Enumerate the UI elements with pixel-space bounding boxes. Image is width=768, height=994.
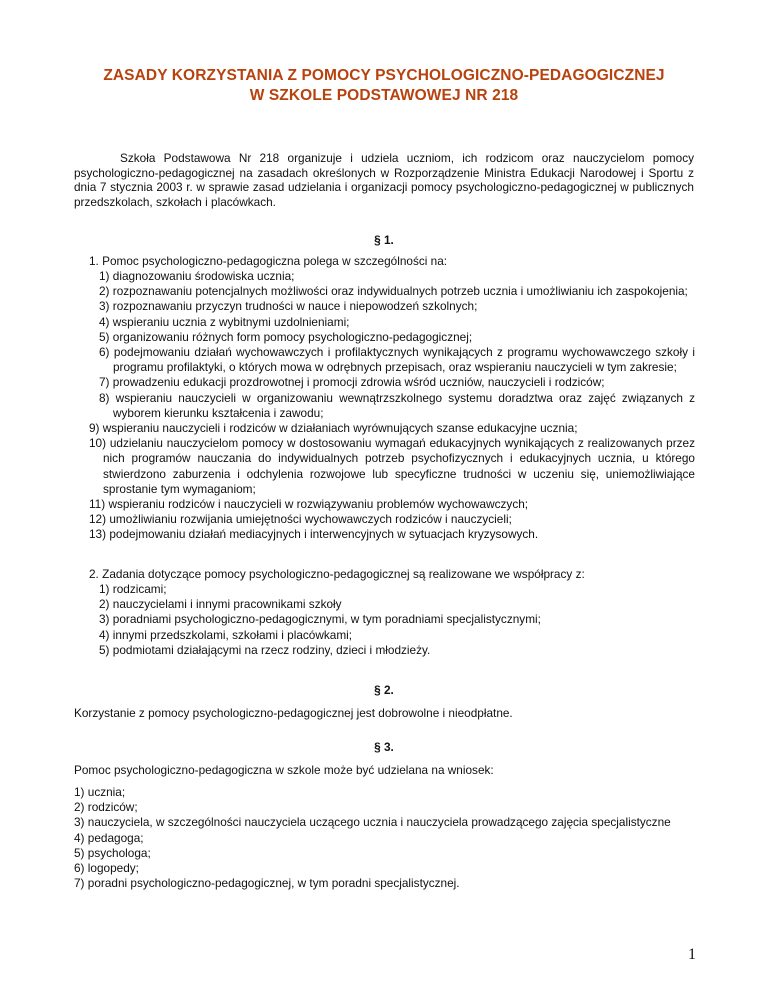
page-number: 1	[688, 946, 696, 963]
list-item: 2) rozpoznawaniu potencjalnych możliwości oraz indywidualnych potrzeb ucznia i umożliwianiu ich zaspokojenia;	[99, 284, 688, 299]
section-1-point-1: 1. Pomoc psychologiczno-pedagogiczna polega w szczególności na:	[89, 254, 448, 268]
list-item: 6) logopedy;	[74, 861, 139, 876]
list-item: 3) poradniami psychologiczno-pedagogicznymi, w tym poradniami specjalistycznymi;	[99, 612, 541, 627]
list-item: 5) psychologa;	[74, 845, 151, 860]
section-3-text: Pomoc psychologiczno-pedagogiczna w szkole może być udzielana na wniosek:	[74, 763, 494, 777]
list-item: 1) rodzicami;	[99, 582, 167, 596]
list-item: 4) innymi przedszkolami, szkołami i placówkami;	[99, 627, 353, 642]
list-item: 1) diagnozowaniu środowiska ucznia;	[99, 269, 295, 283]
list-item: 2) rodziców;	[74, 800, 138, 815]
list-item: 11) wspieraniu rodziców i nauczycieli w rozwiązywaniu problemów wychowawczych;	[89, 497, 529, 512]
list-item: 2) nauczycielami i innymi pracownikami szkoły	[99, 597, 342, 612]
list-item: 7) prowadzeniu edukacji prozdrowotnej i promocji zdrowia wśród uczniów, nauczycieli i rodziców;	[99, 375, 605, 390]
list-item: 10) udzielaniu nauczycielom pomocy w dostosowaniu wymagań edukacyjnych wynikających z realizowanych przez nich programów nauczania do indywidualnych potrzeb psychofizycznych i edukacyjnych ucznia, u którego stwierdzono zaburzenia i odchylenia rozwojowe lub specyficzne trudności w uczeniu się, uniemożliwiające sprostanie tym wymaganiom;	[89, 436, 695, 496]
list-item: 1) ucznia;	[74, 785, 126, 799]
list-item: 13) podejmowaniu działań mediacyjnych i interwencyjnych w sytuacjach kryzysowych.	[89, 527, 539, 542]
list-item: 5) organizowaniu różnych form pomocy psychologiczno-pedagogicznej;	[99, 329, 473, 344]
list-item: 8) wspieraniu nauczycieli w organizowaniu wewnątrzszkolnego systemu doradztwa oraz zajęć związanych z wyborem kierunku kształcenia i zawodu;	[99, 390, 695, 420]
section-1-point-2: 2. Zadania dotyczące pomocy psychologiczno-pedagogicznej są realizowane we współpracy z:	[89, 567, 585, 581]
intro-paragraph: Szkoła Podstawowa Nr 218 organizuje i udziela uczniom, ich rodzicom oraz nauczycielom pomocy psychologiczno-pedagogicznej na zasadach określonych w Rozporządzenie Ministra Edukacji Narodowej i Sportu z dnia 7 stycznia 2003 r. w sprawie zasad udzielania i organizacji pomocy psychologiczno-pedagogicznej w publicznych przedszkolach, szkołach i placówkach.	[74, 151, 694, 209]
section-1-list-2	[99, 582, 695, 658]
section-1-list-1	[89, 269, 695, 543]
section-2-heading: § 2.	[374, 683, 394, 697]
list-item: 4) wspieraniu ucznia z wybitnymi uzdolnieniami;	[99, 314, 350, 329]
list-item: 7) poradni psychologiczno-pedagogicznej, w tym poradni specjalistycznej.	[74, 876, 460, 891]
list-item: 3) nauczyciela, w szczególności nauczyciela uczącego ucznia i nauczyciela prowadzącego zajęcia specjalistyczne	[74, 815, 671, 830]
document-title	[60, 66, 708, 106]
list-item: 5) podmiotami działającymi na rzecz rodziny, dzieci i młodzieży.	[99, 642, 431, 657]
list-item: 4) pedagoga;	[74, 830, 144, 845]
list-item: 3) rozpoznawaniu przyczyn trudności w nauce i niepowodzeń szkolnych;	[99, 299, 478, 314]
section-1-heading: § 1.	[374, 233, 394, 247]
section-2-text: Korzystanie z pomocy psychologiczno-pedagogicznej jest dobrowolne i nieodpłatne.	[74, 706, 513, 720]
title-line-2: W SZKOLE PODSTAWOWEJ NR 218	[249, 87, 519, 104]
list-item: 12) umożliwianiu rozwijania umiejętności wychowawczych rodziców i nauczycieli;	[89, 512, 512, 527]
list-item: 6) podejmowaniu działań wychowawczych i profilaktycznych wynikających z programu wychowawczego szkoły i programu profilaktyki, o których mowa w odrębnych przepisach, oraz wspieraniu nauczycieli w tym zakresie;	[99, 345, 695, 375]
list-item: 9) wspieraniu nauczycieli i rodziców w działaniach wyrównujących szanse edukacyjne ucznia;	[89, 421, 578, 436]
section-3-heading: § 3.	[374, 740, 394, 754]
section-3-list	[74, 785, 695, 891]
title-line-1: ZASADY KORZYSTANIA Z POMOCY PSYCHOLOGICZNO-PEDAGOGICZNEJ	[103, 67, 665, 84]
